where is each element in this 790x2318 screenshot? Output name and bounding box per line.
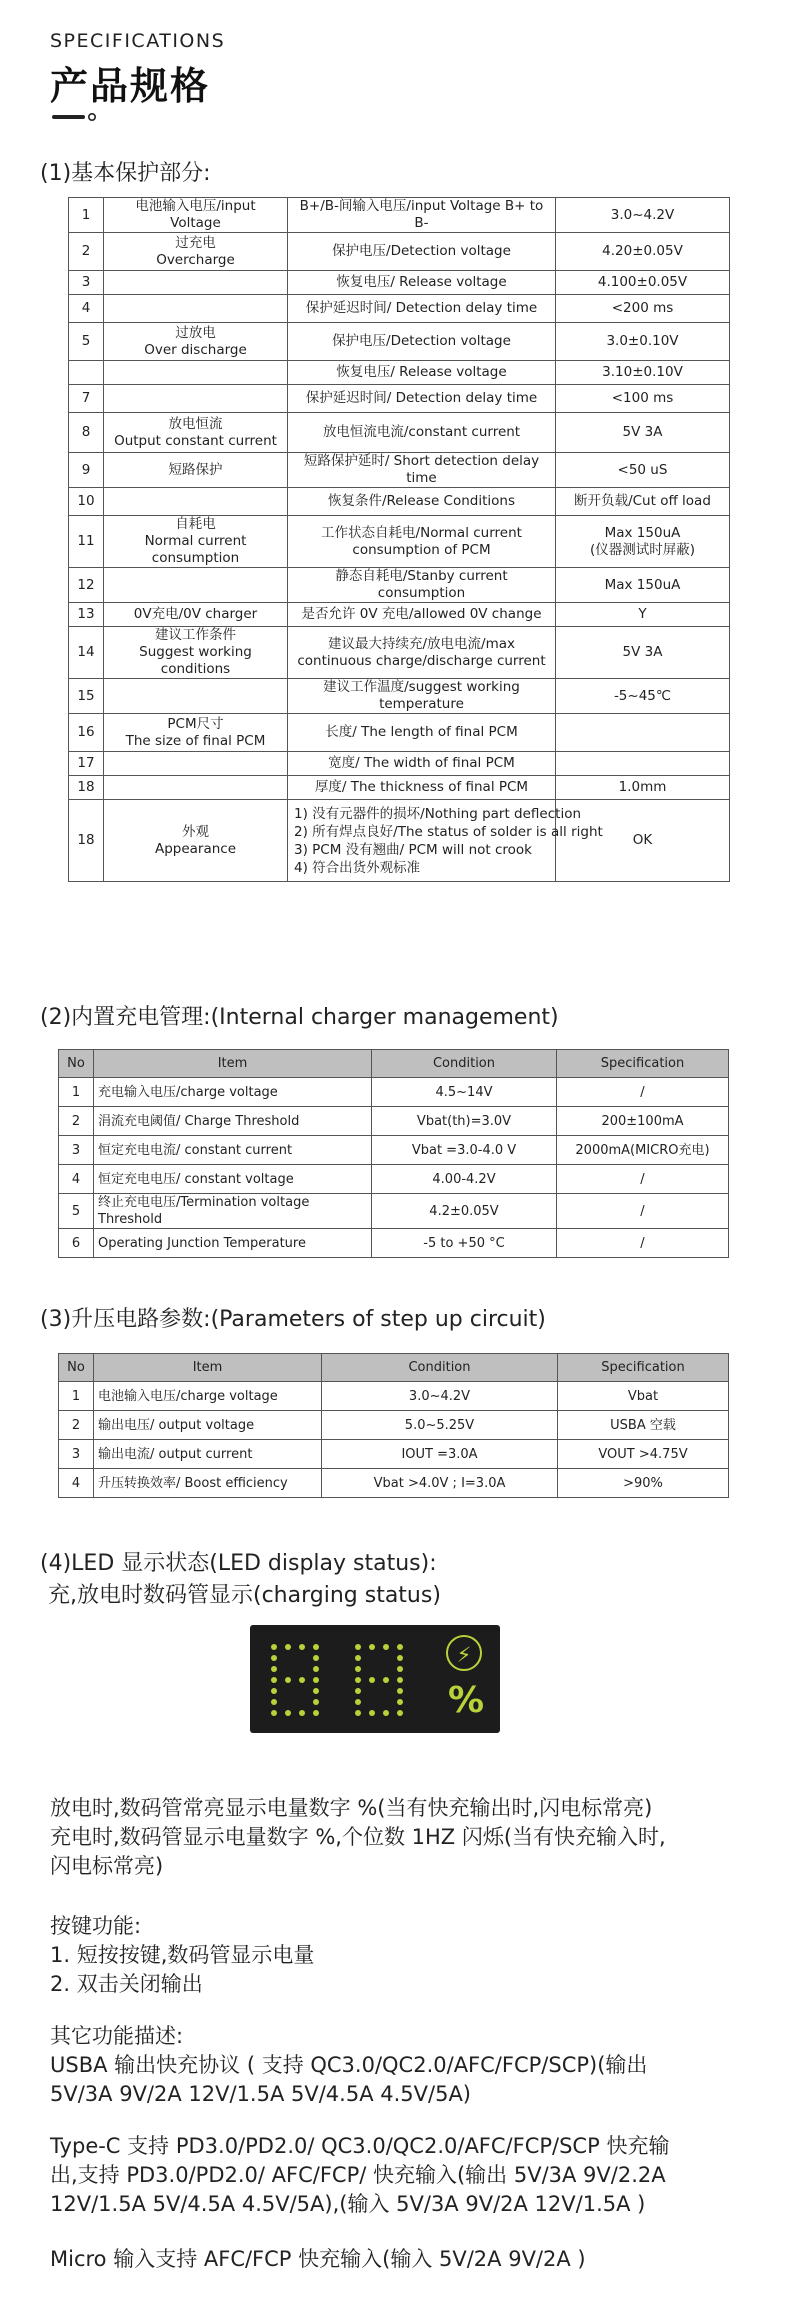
table-cell: 3 [69,271,104,295]
led-segment-dot [397,1666,403,1672]
table-cell: / [557,1165,729,1194]
table-cell: 3 [59,1136,94,1165]
led-segment-dot [383,1677,389,1683]
table-header-row [59,1050,729,1078]
percent-symbol: % [448,1680,485,1721]
section2-title: (2)内置充电管理:(Internal charger management) [40,1005,559,1030]
led-segment-dot [271,1710,277,1716]
led-segment-dot [313,1677,319,1683]
table-cell: 恢复电压/ Release voltage [288,361,556,385]
table-cell: 3.0~4.2V [556,198,730,233]
table-row [69,776,730,800]
led-segment-dot [397,1677,403,1683]
table-cell: 输出电流/ output current [94,1440,322,1469]
table-cell [104,568,288,603]
led-segment-dot [313,1688,319,1694]
table-cell: 建议最大持续充/放电电流/max continuous charge/discharge current [288,627,556,679]
table-cell: B+/B-间输入电压/input Voltage B+ to B- [288,198,556,233]
table-cell: 5 [59,1194,94,1229]
table-cell: Condition [372,1050,557,1078]
led-segment-dot [355,1699,361,1705]
table-row [59,1194,729,1229]
table-cell: 厚度/ The thickness of final PCM [288,776,556,800]
table-cell: Item [94,1050,372,1078]
table-cell: 5V 3A [556,413,730,453]
table-cell: Max 150uA (仪器测试时屏蔽) [556,516,730,568]
table-cell: 断开负载/Cut off load [556,488,730,516]
table-cell: 工作状态自耗电/Normal current consumption of PCM [288,516,556,568]
table-cell: 短路保护延时/ Short detection delay time [288,453,556,488]
table-row [69,453,730,488]
led-segment-dot [355,1644,361,1650]
discharge-description: 放电时,数码管常亮显示电量数字 %(当有快充输出时,闪电标常亮) 充电时,数码管显示电量数字 %,个位数 1HZ 闪烁(当有快充输入时, 闪电标常亮) [50,1796,666,1878]
table-cell: 短路保护 [104,453,288,488]
table-row [59,1440,729,1469]
table-cell: Max 150uA [556,568,730,603]
table-cell: OK [556,800,730,882]
key-functions: 按键功能: 1. 短按按键,数码管显示电量 2. 双击关闭输出 [50,1914,315,1996]
table-cell [104,679,288,714]
table-cell: 1 [59,1382,94,1411]
typec-description: Type-C 支持 PD3.0/PD2.0/ QC3.0/QC2.0/AFC/FCP/SCP 快充输 出,支持 PD3.0/PD2.0/ AFC/FCP/ 快充输入(输出 5V/3A 9V/2.2A 12V/1.5A 5V/4.5A 4.5V/5A),(输入 5V/3A 9V/2A 12V/1.5A ) [50,2134,670,2216]
led-segment-dot [299,1677,305,1683]
table-cell: 4.20±0.05V [556,233,730,271]
table-cell: No [59,1050,94,1078]
led-segment-dot [271,1655,277,1661]
table-cell: 4.00-4.2V [372,1165,557,1194]
led-segment-dot [285,1710,291,1716]
led-segment-dot [313,1655,319,1661]
table-row [69,568,730,603]
table-row [69,627,730,679]
table-cell: Operating Junction Temperature [94,1229,372,1258]
specifications-heading-cn: 产品规格 [50,64,211,108]
fast-charge-bolt-icon: ⚡ [446,1635,482,1671]
table-row [69,323,730,361]
table-cell: 终止充电电压/Termination voltage Threshold [94,1194,372,1229]
table-cell: 0V充电/0V charger [104,603,288,627]
led-segment-dot [271,1699,277,1705]
table-row [59,1078,729,1107]
led-segment-dot [313,1710,319,1716]
led-segment-dot [271,1677,277,1683]
table-row [69,233,730,271]
led-segment-dot [299,1644,305,1650]
table-cell: 16 [69,714,104,752]
led-segment-dot [271,1644,277,1650]
table-cell: 11 [69,516,104,568]
table-cell: 15 [69,679,104,714]
table-cell: 3.10±0.10V [556,361,730,385]
led-segment-dot [369,1644,375,1650]
table-cell: Vbat >4.0V ; I=3.0A [322,1469,558,1498]
table-cell: PCM尺寸 The size of final PCM [104,714,288,752]
other-functions: 其它功能描述: USBA 输出快充协议 ( 支持 QC3.0/QC2.0/AFC/FCP/SCP)(输出 5V/3A 9V/2A 12V/1.5A 5V/4.5A 4.5V/5A) [50,2024,648,2106]
table-row [69,361,730,385]
led-segment-dot [313,1699,319,1705]
table-cell [556,752,730,776]
table-cell: 7 [69,385,104,413]
table-cell: 充电输入电压/charge voltage [94,1078,372,1107]
table-cell [104,295,288,323]
table-cell: 4.5~14V [372,1078,557,1107]
table-cell: 5.0~5.25V [322,1411,558,1440]
appearance-notes: 1) 没有元器件的损坏/Nothing part deflection 2) 所有焊点良好/The status of solder is all right 3) PCM 没有翘曲/ PCM will not crook 4) 符合出货外观标准 [288,800,556,882]
table-cell: 恒定充电电流/ constant current [94,1136,372,1165]
table-cell: 放电恒流电流/constant current [288,413,556,453]
table-cell: Y [556,603,730,627]
table-cell: Condition [322,1354,558,1382]
table-cell: 3.0~4.2V [322,1382,558,1411]
table-cell: 1 [59,1078,94,1107]
table-row [59,1136,729,1165]
table-cell: 保护延迟时间/ Detection delay time [288,385,556,413]
table-cell: 4.100±0.05V [556,271,730,295]
table-row [59,1382,729,1411]
table-cell [104,752,288,776]
table-cell: Vbat =3.0-4.0 V [372,1136,557,1165]
table-cell: 13 [69,603,104,627]
table-cell: 12 [69,568,104,603]
table-cell: IOUT =3.0A [322,1440,558,1469]
table-cell: / [557,1194,729,1229]
table-row [59,1411,729,1440]
table-cell: >90% [558,1469,729,1498]
led-segment-dot [397,1644,403,1650]
table-cell: VOUT >4.75V [558,1440,729,1469]
table-cell: 2 [69,233,104,271]
table-cell: 8 [69,413,104,453]
table-cell: 5 [69,323,104,361]
led-segment-dot [355,1710,361,1716]
table-cell: 电池输入电压/input Voltage [104,198,288,233]
table-cell: / [557,1229,729,1258]
table-row [69,488,730,516]
table-row [69,295,730,323]
table-row [69,752,730,776]
table-cell: 2000mA(MICRO充电) [557,1136,729,1165]
table-cell: 恒定充电电压/ constant voltage [94,1165,372,1194]
table-header-row [59,1354,729,1382]
table-cell: 升压转换效率/ Boost efficiency [94,1469,322,1498]
section3-title: (3)升压电路参数:(Parameters of step up circuit) [40,1307,546,1332]
led-segment-dot [369,1710,375,1716]
table-cell: 恢复电压/ Release voltage [288,271,556,295]
table-cell: 6 [59,1229,94,1258]
table-cell: 自耗电 Normal current consumption [104,516,288,568]
table-row-appearance [69,800,730,882]
table-cell: 18 [69,776,104,800]
table-row [69,714,730,752]
table-cell: -5 to +50 °C [372,1229,557,1258]
table-cell: 外观 Appearance [104,800,288,882]
led-segment-dot [285,1644,291,1650]
table-cell: 4.2±0.05V [372,1194,557,1229]
led-segment-dot [355,1655,361,1661]
table-cell: 17 [69,752,104,776]
led-segment-dot [271,1666,277,1672]
table-cell: Vbat(th)=3.0V [372,1107,557,1136]
led-segment-dot [383,1710,389,1716]
table-cell [556,714,730,752]
table-cell: 过充电 Overcharge [104,233,288,271]
table-row [59,1107,729,1136]
table-cell: 过放电 Over discharge [104,323,288,361]
table-row [69,603,730,627]
table-cell: 4 [59,1469,94,1498]
table-cell: 静态自耗电/Stanby current consumption [288,568,556,603]
table-cell: 1 [69,198,104,233]
table-cell: / [557,1078,729,1107]
table-row [59,1469,729,1498]
table-cell: -5~45℃ [556,679,730,714]
table-cell: 1.0mm [556,776,730,800]
specifications-heading-en: SPECIFICATIONS [50,30,226,52]
table-cell: 宽度/ The width of final PCM [288,752,556,776]
basic-protection-table [68,197,730,882]
table-cell: 4 [59,1165,94,1194]
table-row [69,413,730,453]
led-segment-dot [383,1644,389,1650]
section4-title: (4)LED 显示状态(LED display status): [40,1551,437,1576]
led-segment-dot [397,1710,403,1716]
table-cell: 是否允许 0V 充电/allowed 0V change [288,603,556,627]
table-cell: Item [94,1354,322,1382]
led-segment-dot [369,1677,375,1683]
table-cell [104,488,288,516]
charger-management-table [58,1049,729,1258]
table-cell [69,361,104,385]
table-cell: 9 [69,453,104,488]
table-cell: 保护延迟时间/ Detection delay time [288,295,556,323]
table-cell: Specification [557,1050,729,1078]
led-segment-dot [355,1688,361,1694]
step-up-circuit-table [58,1353,729,1498]
table-cell: 建议工作温度/suggest working temperature [288,679,556,714]
table-cell: 电池输入电压/charge voltage [94,1382,322,1411]
section4-subtitle: 充,放电时数码管显示(charging status) [48,1583,441,1608]
table-cell: 2 [59,1107,94,1136]
table-cell: 3.0±0.10V [556,323,730,361]
led-segment-dot [285,1677,291,1683]
led-segment-dot [299,1710,305,1716]
table-row [59,1165,729,1194]
table-cell: 保护电压/Detection voltage [288,323,556,361]
micro-description: Micro 输入支持 AFC/FCP 快充输入(输入 5V/2A 9V/2A ) [50,2247,586,2271]
led-segment-dot [313,1644,319,1650]
table-cell: USBA 空载 [558,1411,729,1440]
table-cell [104,776,288,800]
table-cell: 建议工作条件 Suggest working conditions [104,627,288,679]
led-segment-dot [271,1688,277,1694]
table-cell: 5V 3A [556,627,730,679]
table-row [59,1229,729,1258]
table-row [69,271,730,295]
table-cell: <50 uS [556,453,730,488]
table-cell: 输出电压/ output voltage [94,1411,322,1440]
table-cell: 4 [69,295,104,323]
table-cell: 14 [69,627,104,679]
table-row [69,679,730,714]
table-cell: No [59,1354,94,1382]
led-segment-dot [397,1655,403,1661]
led-display-image [250,1625,500,1733]
table-cell: Vbat [558,1382,729,1411]
table-cell: 涓流充电阈值/ Charge Threshold [94,1107,372,1136]
table-row [69,198,730,233]
table-cell: 3 [59,1440,94,1469]
table-cell: 放电恒流 Output constant current [104,413,288,453]
table-cell: 恢复条件/Release Conditions [288,488,556,516]
led-segment-dot [397,1688,403,1694]
table-cell: Specification [558,1354,729,1382]
table-cell: 18 [69,800,104,882]
led-segment-dot [355,1677,361,1683]
table-cell: <200 ms [556,295,730,323]
table-cell [104,271,288,295]
led-segment-dot [397,1699,403,1705]
led-segment-dot [313,1666,319,1672]
section1-title: (1)基本保护部分: [40,161,211,186]
table-row [69,516,730,568]
table-cell: 2 [59,1411,94,1440]
table-cell [104,385,288,413]
led-segment-dot [355,1666,361,1672]
heading-decoration-icon [52,112,98,122]
table-cell [104,361,288,385]
table-cell: 保护电压/Detection voltage [288,233,556,271]
table-cell: 200±100mA [557,1107,729,1136]
table-cell: 长度/ The length of final PCM [288,714,556,752]
table-cell: <100 ms [556,385,730,413]
table-cell: 10 [69,488,104,516]
table-row [69,385,730,413]
